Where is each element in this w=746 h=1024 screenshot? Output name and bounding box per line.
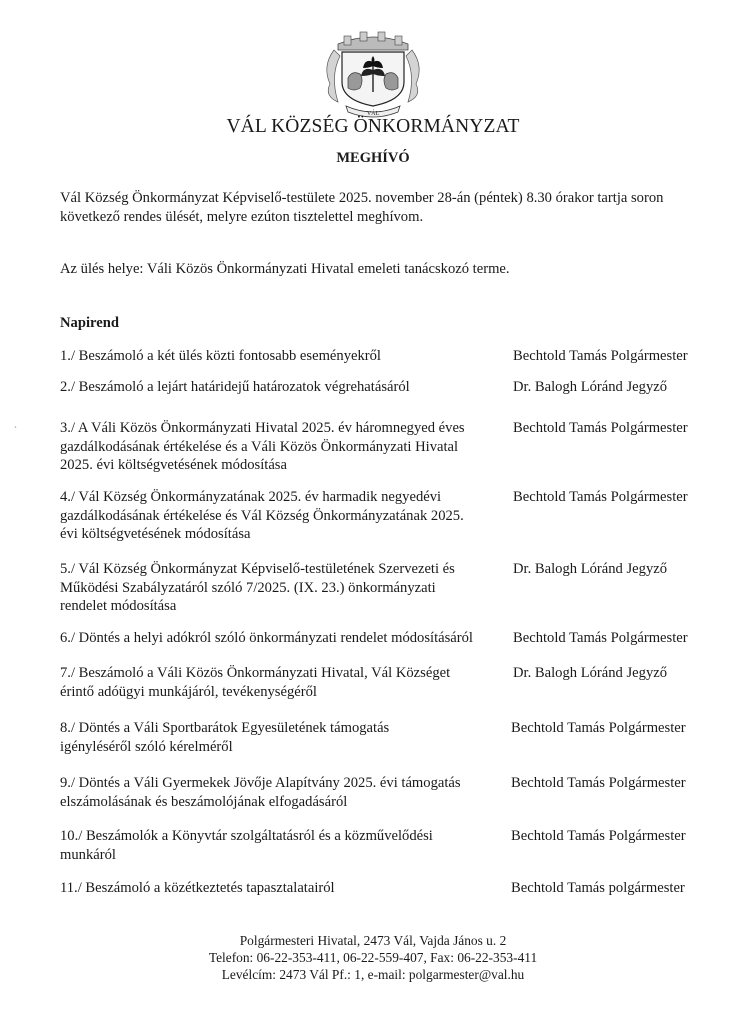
agenda-item xyxy=(60,419,510,475)
agenda-item-line: 5./ Vál Község Önkormányzat Képviselő-testületének Szervezeti és xyxy=(60,561,455,577)
agenda-item-line: 2025. évi költségvetésének módosítása xyxy=(60,457,287,473)
agenda-item-line: gazdálkodásának értékelése és a Váli Közös Önkormányzati Hivatal xyxy=(60,438,459,455)
footer-address: Polgármesteri Hivatal, 2473 Vál, Vajda János u. 2 xyxy=(239,933,507,948)
agenda-item-presenter: Bechtold Tamás Polgármester xyxy=(511,775,686,791)
intro-line-2: következő rendes ülését, melyre ezúton tisztelettel meghívom. xyxy=(60,208,424,225)
crest-label: VÁL xyxy=(366,111,380,117)
meeting-location: Az ülés helye: Váli Közös Önkormányzati Hivatal emeleti tanácskozó terme. xyxy=(60,261,510,277)
agenda-item xyxy=(60,719,510,756)
document-heading: MEGHÍVÓ xyxy=(336,150,410,166)
agenda-item xyxy=(60,347,510,366)
agenda-item-line: 4./ Vál Község Önkormányzatának 2025. év harmadik negyedévi xyxy=(60,489,442,505)
agenda-item-presenter: Dr. Balogh Lóránd Jegyző xyxy=(513,665,668,681)
agenda-item xyxy=(60,774,510,811)
footer-phone: Telefon: 06-22-353-411, 06-22-559-407, Fax: 06-22-353-411 xyxy=(208,950,538,965)
agenda-item xyxy=(60,879,510,898)
agenda-item xyxy=(60,560,510,616)
agenda-item-presenter: Dr. Balogh Lóránd Jegyző xyxy=(513,379,668,395)
agenda-item-line: munkáról xyxy=(60,846,116,863)
agenda-item xyxy=(60,629,510,648)
agenda-item-presenter: Bechtold Tamás Polgármester xyxy=(513,630,688,646)
scan-mark: ˋ xyxy=(14,425,17,435)
agenda-item-presenter: Bechtold Tamás Polgármester xyxy=(511,720,686,736)
agenda-item-presenter: Bechtold Tamás polgármester xyxy=(511,880,685,896)
agenda-heading: Napirend xyxy=(60,315,119,331)
footer-contact xyxy=(0,932,746,983)
agenda-item-line: 9./ Döntés a Váli Gyermekek Jövője Alapítvány 2025. évi támogatás xyxy=(60,775,461,791)
agenda-item-line: elszámolásának és beszámolójának elfogadásáról xyxy=(60,793,348,810)
agenda-item-line: gazdálkodásának értékelése és Vál Község Önkormányzatának 2025. xyxy=(60,507,464,524)
agenda-item-line: Működési Szabályzatáról szóló 7/2025. (IX. 23.) önkormányzati xyxy=(60,579,436,596)
organization-title: VÁL KÖZSÉG ÖNKORMÁNYZAT xyxy=(226,116,520,137)
agenda-item-presenter: Dr. Balogh Lóránd Jegyző xyxy=(513,561,668,577)
agenda-item xyxy=(60,488,510,544)
agenda-item-line: 1./ Beszámoló a két ülés közti fontosabb eseményekről xyxy=(60,348,381,364)
agenda-item xyxy=(60,664,510,701)
agenda-item-line: 8./ Döntés a Váli Sportbarátok Egyesületének támogatás xyxy=(60,720,390,736)
agenda-item-line: rendelet módosítása xyxy=(60,598,177,614)
agenda-item-presenter: Bechtold Tamás Polgármester xyxy=(513,489,688,505)
agenda-item-line: 3./ A Váli Közös Önkormányzati Hivatal 2025. év háromnegyed éves xyxy=(60,420,465,436)
intro-line-1: Vál Község Önkormányzat Képviselő-testülete 2025. november 28-án (péntek) 8.30 órakor tartja soron xyxy=(60,190,664,206)
agenda-item-line: érintő adóügyi munkájáról, tevékenységéről xyxy=(60,683,317,700)
agenda-item-line: igényléséről szóló kérelméről xyxy=(60,738,233,755)
agenda-item xyxy=(60,827,510,864)
agenda-item-presenter: Bechtold Tamás Polgármester xyxy=(511,828,686,844)
agenda-item-presenter: Bechtold Tamás Polgármester xyxy=(513,420,688,436)
agenda-item-line: 11./ Beszámoló a közétkeztetés tapasztalatairól xyxy=(60,880,335,896)
footer-mail: Levélcím: 2473 Vál Pf.: 1, e-mail: polgarmester@val.hu xyxy=(221,967,525,982)
agenda-item-line: 7./ Beszámoló a Váli Közös Önkormányzati Hivatal, Vál Községet xyxy=(60,665,451,681)
agenda-item-presenter: Bechtold Tamás Polgármester xyxy=(513,348,688,364)
agenda-item-line: 6./ Döntés a helyi adókról szóló önkormányzati rendelet módosításáról xyxy=(60,630,473,646)
agenda-item-line: évi költségvetésének módosítása xyxy=(60,526,251,542)
coat-of-arms-logo xyxy=(316,26,430,118)
intro-paragraph xyxy=(60,189,720,226)
agenda-item xyxy=(60,378,510,397)
agenda-item-line: 2./ Beszámoló a lejárt határidejű határozatok végrehatásáról xyxy=(60,379,410,395)
agenda-item-line: 10./ Beszámolók a Könyvtár szolgáltatásról és a közművelődési xyxy=(60,828,433,844)
